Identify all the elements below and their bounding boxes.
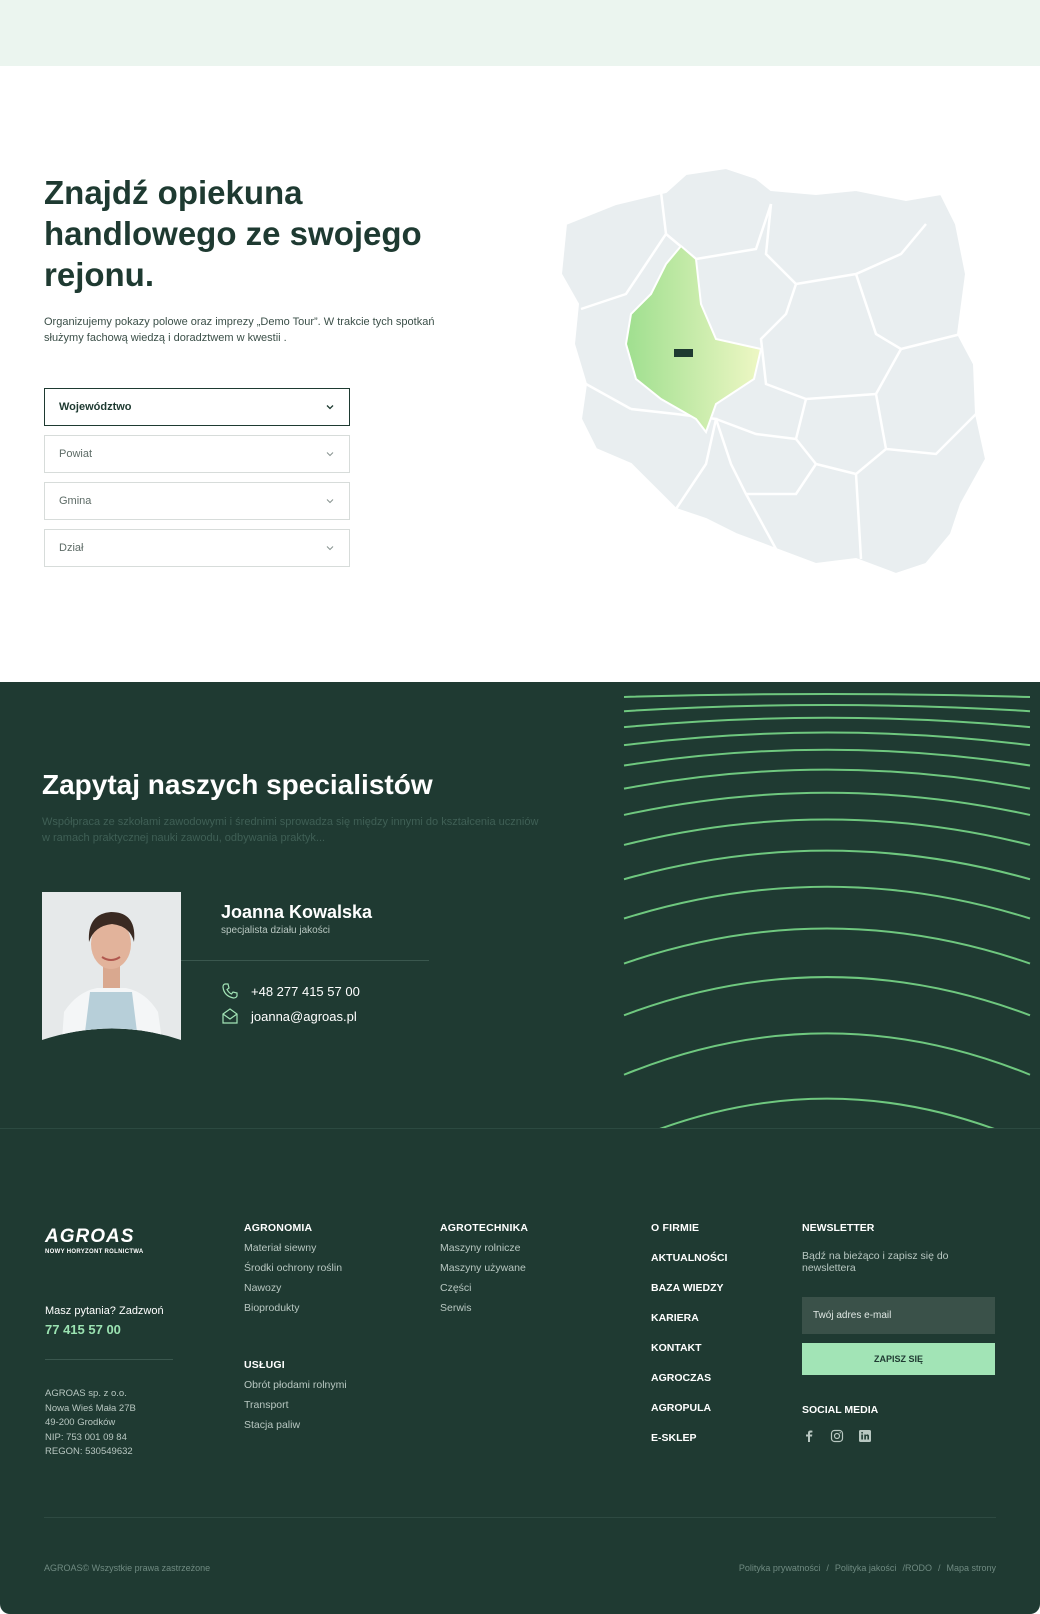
email-link[interactable] <box>221 1007 357 1025</box>
wojewodztwo-label: Województwo <box>59 401 132 413</box>
instagram-icon[interactable] <box>830 1429 844 1443</box>
footer-link[interactable]: Serwis <box>440 1302 472 1314</box>
footer-nav-link[interactable]: KONTAKT <box>651 1342 702 1354</box>
footer-phone-number[interactable]: 77 415 57 00 <box>45 1322 121 1337</box>
footer-bottom-divider <box>44 1517 996 1518</box>
top-band <box>0 0 1040 66</box>
social-icons <box>802 1429 872 1443</box>
newsletter-title: NEWSLETTER <box>802 1222 875 1234</box>
find-title: Znajdź opiekuna handlowego ze swojego rejonu. <box>44 174 422 293</box>
rodo-link[interactable]: /RODO <box>902 1563 932 1573</box>
dzial-select[interactable] <box>44 529 350 567</box>
footer-nav-link[interactable]: KARIERA <box>651 1312 699 1324</box>
newsletter-description: Bądź na bieżąco i zapisz się do newslettera <box>802 1250 949 1274</box>
footer-link[interactable]: Stacja paliw <box>244 1419 301 1431</box>
facebook-icon[interactable] <box>802 1429 816 1443</box>
decorative-arcs <box>622 682 1032 1128</box>
person-photo <box>42 892 181 1040</box>
address-line: Nowa Wieś Mała 27B <box>45 1402 136 1414</box>
gmina-label: Gmina <box>59 495 92 507</box>
powiat-select[interactable] <box>44 435 350 473</box>
footer-nav-link[interactable]: BAZA WIEDZY <box>651 1282 724 1294</box>
poland-map <box>556 164 1000 576</box>
specialists-section <box>0 682 1040 1128</box>
agrotechnika-title: AGROTECHNIKA <box>440 1222 529 1234</box>
decorative-arc <box>624 770 1030 789</box>
privacy-policy-link[interactable]: Polityka prywatności <box>738 1563 821 1573</box>
newsletter-email-input[interactable] <box>802 1297 995 1334</box>
uslugi-title: USŁUGI <box>244 1359 285 1371</box>
decorative-arc <box>624 1033 1030 1074</box>
chevron-down-icon <box>325 496 335 506</box>
footer-nav-link[interactable]: AGROPULA <box>651 1402 712 1414</box>
decorative-arc <box>624 851 1030 880</box>
logo-tagline: NOWY HORYZONT ROLNICTWA <box>45 1249 144 1255</box>
footer-nav-link[interactable]: O FIRMIE <box>651 1222 700 1234</box>
footer-link[interactable]: Części <box>440 1282 472 1294</box>
footer <box>0 1128 1040 1614</box>
gmina-select[interactable] <box>44 482 350 520</box>
address-line: AGROAS sp. z o.o. <box>45 1388 127 1399</box>
find-advisor-section <box>0 66 1040 682</box>
sitemap-link[interactable]: Mapa strony <box>946 1563 996 1573</box>
decorative-arc <box>624 1099 1030 1128</box>
phone-question: Masz pytania? Zadzwoń <box>45 1305 164 1317</box>
footer-divider <box>45 1359 173 1360</box>
social-media-title: SOCIAL MEDIA <box>802 1404 879 1416</box>
footer-link[interactable]: Maszyny rolnicze <box>440 1242 521 1254</box>
dzial-label: Dział <box>59 542 84 554</box>
legal-separator: / <box>937 1563 941 1573</box>
uslugi-column <box>244 1359 347 1431</box>
person-role: specjalista działu jakości <box>221 925 330 936</box>
footer-link[interactable]: Środki ochrony roślin <box>244 1262 343 1274</box>
phone-icon <box>221 982 239 1000</box>
wojewodztwo-select[interactable] <box>44 388 350 426</box>
newsletter-subscribe-button[interactable]: ZAPISZ SIĘ <box>802 1343 995 1375</box>
footer-link[interactable]: Nawozy <box>244 1282 282 1294</box>
address-line: NIP: 753 001 09 84 <box>45 1431 127 1443</box>
chevron-down-icon <box>325 543 335 553</box>
decorative-arc <box>624 977 1030 1015</box>
company-column <box>651 1222 727 1444</box>
address-line: REGON: 530549632 <box>45 1446 133 1457</box>
linkedin-icon[interactable] <box>858 1429 872 1443</box>
decorative-arc <box>624 733 1030 746</box>
person-name: Joanna Kowalska <box>221 902 373 922</box>
phone-link[interactable] <box>221 982 360 1000</box>
decorative-arc <box>624 705 1030 711</box>
decorative-arc <box>624 887 1030 919</box>
footer-link[interactable]: Maszyny używane <box>440 1262 526 1274</box>
footer-link[interactable]: Bioprodukty <box>244 1302 300 1314</box>
footer-link[interactable]: Transport <box>244 1399 289 1411</box>
decorative-arc <box>624 718 1030 727</box>
phone-number: +48 277 415 57 00 <box>251 983 360 999</box>
decorative-arc <box>624 750 1030 766</box>
agroas-logo[interactable] <box>45 1226 144 1255</box>
address-line: 49-200 Grodków <box>45 1417 116 1428</box>
map-marker <box>674 349 693 357</box>
footer-nav-link[interactable]: AKTUALNOŚCI <box>651 1252 728 1264</box>
find-description: Organizujemy pokazy polowe oraz imprezy „Demo Tour”. W trakcie tych spotkań służymy fachową wiedzą i doradztwem w kwestii . <box>44 316 435 344</box>
legal-separator: / <box>826 1563 829 1573</box>
footer-nav-link[interactable]: E-SKLEP <box>651 1432 697 1444</box>
company-address <box>45 1387 136 1460</box>
person-divider <box>181 960 429 961</box>
email-address: joanna@agroas.pl <box>251 1008 357 1024</box>
footer-link[interactable]: Materiał siewny <box>244 1242 317 1254</box>
agrotechnika-column <box>440 1222 528 1314</box>
agronomia-column <box>244 1222 342 1314</box>
specialists-description: Współpraca ze szkołami zawodowymi i średnimi sprowadza się między innymi do kształcenia uczniów w ramach praktycznej nauki zawodu, odbywania praktyk... <box>42 816 539 844</box>
decorative-arc <box>624 793 1030 815</box>
mail-icon <box>221 1007 239 1025</box>
powiat-label: Powiat <box>59 448 93 460</box>
chevron-down-icon <box>325 402 335 412</box>
chevron-down-icon <box>325 449 335 459</box>
copyright: AGROAS© Wszystkie prawa zastrzeżone <box>44 1563 211 1573</box>
quality-policy-link[interactable]: Polityka jakości <box>834 1563 897 1573</box>
footer-nav-link[interactable]: AGROCZAS <box>651 1372 712 1384</box>
logo-name: AGROAS <box>45 1226 135 1247</box>
decorative-arc <box>624 694 1030 697</box>
footer-link[interactable]: Obrót płodami rolnymi <box>244 1379 347 1391</box>
agronomia-title: AGRONOMIA <box>244 1222 313 1234</box>
specialists-title: Zapytaj naszych specialistów <box>42 769 433 800</box>
decorative-arc <box>624 929 1030 964</box>
decorative-arc <box>624 820 1030 845</box>
legal-links <box>739 1563 996 1573</box>
